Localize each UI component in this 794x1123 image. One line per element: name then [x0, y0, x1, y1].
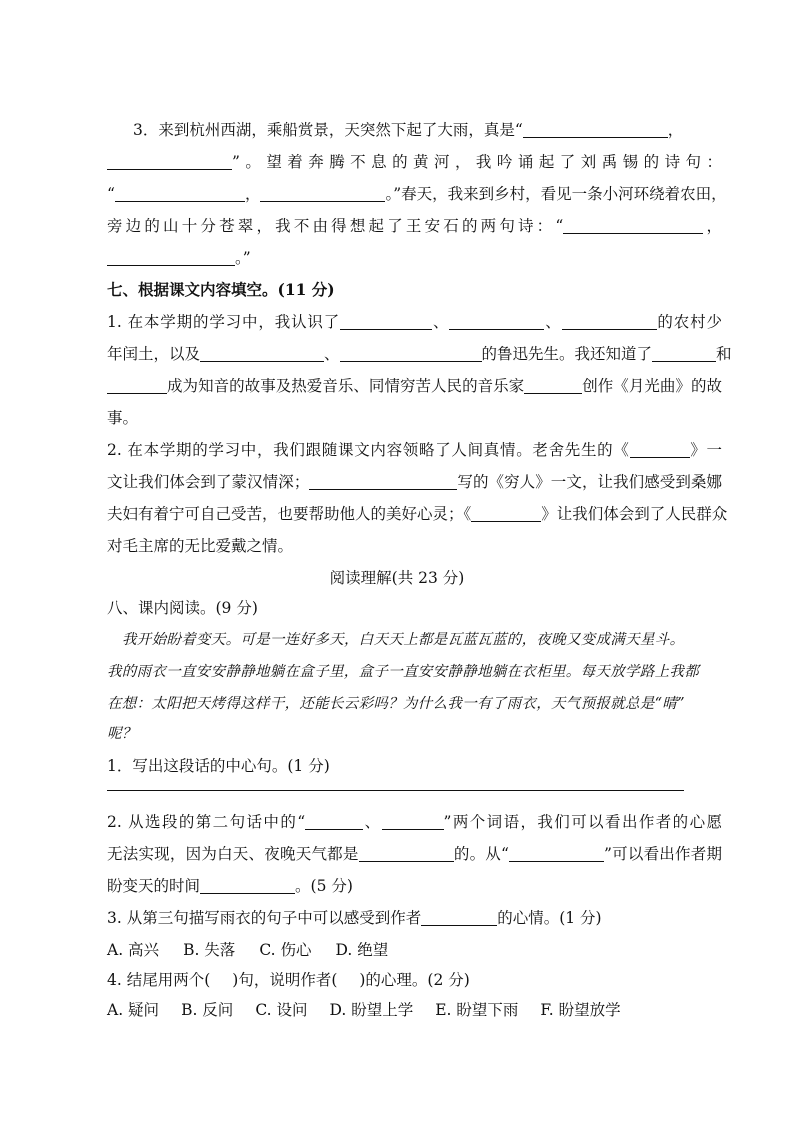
r-q1: 1．写出这段话的中心句。(1 分): [107, 757, 330, 775]
r-q2-line-1: 2. 从选段的第二句话中的“ 、 ”两个词语，我们可以看出作者的心愿: [107, 813, 722, 831]
blank[interactable]: [107, 249, 235, 266]
q3-line-4: 旁边的山十分苍翠，我不由得想起了王安石的两句诗：“ ，: [107, 217, 722, 235]
q3-line-5: 。”: [107, 246, 251, 270]
option-b[interactable]: B. 失落: [183, 941, 236, 959]
q3-line-2: ”。望着奔腾不息的黄河，我吟诵起了刘禹锡的诗句：: [107, 150, 722, 174]
passage-line-2: 我的雨衣一直安安静静地躺在盒子里，盒子一直安安静静地躺在衣柜里。每天放学路上我都: [107, 664, 699, 680]
blank[interactable]: [652, 345, 716, 362]
option-a[interactable]: A. 疑问: [107, 1001, 160, 1019]
option-c[interactable]: C. 设问: [255, 1001, 308, 1019]
s7-q2-line-1: 2. 在本学期的学习中，我们跟随课文内容领略了人间真情。老舍先生的《 》一: [107, 441, 722, 459]
section7-heading: 七、根据课文内容填空。(11 分): [107, 280, 335, 299]
r-q4: 4. 结尾用两个( )句，说明作者( )的心理。(2 分): [107, 971, 470, 989]
blank[interactable]: [523, 121, 668, 138]
s7-q1-line-1: 1. 在本学期的学习中，我认识了 、 、 的农村少: [107, 313, 722, 331]
option-d[interactable]: D. 盼望上学: [329, 1001, 414, 1019]
blank[interactable]: [200, 345, 324, 362]
s7-q1-line-2: 年闰土，以及 、 的鲁迅先生。我还知道了 和: [107, 345, 732, 363]
r-q3-options: [107, 938, 388, 962]
blank[interactable]: [562, 313, 657, 330]
section8-heading: 八、课内阅读。(9 分): [107, 599, 258, 617]
s7-q2-line-4: 对毛主席的无比爱戴之情。: [107, 537, 294, 555]
option-f[interactable]: F. 盼望放学: [540, 1001, 621, 1019]
blank[interactable]: [107, 153, 232, 170]
s7-q1-line-3: 成为知音的故事及热爱音乐、同情穷苦人民的音乐家 创作《月光曲》的故: [107, 374, 722, 398]
r-q3: 3. 从第三句描写雨衣的句子中可以感受到作者 的心情。(1 分): [107, 909, 602, 927]
blank[interactable]: [449, 313, 544, 330]
blank[interactable]: [340, 313, 432, 330]
option-a[interactable]: A. 高兴: [107, 941, 160, 959]
blank[interactable]: [340, 345, 482, 362]
r-q2-line-3: 盼变天的时间 。(5 分): [107, 877, 353, 895]
option-c[interactable]: C. 伤心: [259, 941, 312, 959]
r-q2-line-2: 无法实现，因为白天、夜晚天气都是 的。从“ ”可以看出作者期: [107, 845, 722, 863]
blank[interactable]: [107, 377, 167, 394]
passage-line-1: 我开始盼着变天。可是一连好多天，白天天上都是瓦蓝瓦蓝的，夜晚又变成满天星斗。: [122, 632, 685, 648]
q3-line-1: 3．来到杭州西湖，乘船赏景，天突然下起了大雨，真是“ ，: [133, 121, 684, 139]
blank[interactable]: [305, 813, 363, 830]
answer-line[interactable]: [107, 790, 684, 791]
blank[interactable]: [630, 441, 690, 458]
passage-line-3: 在想：太阳把天烤得这样干，还能长云彩吗？为什么我一有了雨衣，天气预报就总是“晴”: [107, 696, 685, 712]
blank[interactable]: [309, 473, 457, 490]
q3-line-3: “ ， 。”春天，我来到乡村，看见一条小河环绕着农田，: [107, 185, 727, 203]
s7-q2-line-3: 夫妇有着宁可自己受苦，也要帮助他人的美好心灵；《 》让我们体会到了人民群众: [107, 505, 728, 523]
blank[interactable]: [200, 877, 295, 894]
blank[interactable]: [359, 845, 454, 862]
blank[interactable]: [563, 217, 703, 234]
option-e[interactable]: E. 盼望下雨: [435, 1001, 519, 1019]
s7-q2-line-2: 文让我们体会到了蒙汉情深； 写的《穷人》一文，让我们感受到桑娜: [107, 473, 722, 491]
passage-line-4: 呢？: [107, 726, 137, 742]
blank[interactable]: [509, 845, 604, 862]
blank[interactable]: [421, 909, 497, 926]
reading-title: 阅读理解(共 23 分): [329, 569, 465, 587]
s7-q1-line-4: 事。: [107, 409, 139, 427]
r-q4-options: [107, 998, 621, 1022]
blank[interactable]: [382, 813, 444, 830]
option-b[interactable]: B. 反问: [181, 1001, 234, 1019]
option-d[interactable]: D. 绝望: [335, 941, 389, 959]
blank[interactable]: [524, 377, 582, 394]
blank[interactable]: [260, 185, 385, 202]
blank[interactable]: [471, 505, 541, 522]
blank[interactable]: [115, 185, 245, 202]
